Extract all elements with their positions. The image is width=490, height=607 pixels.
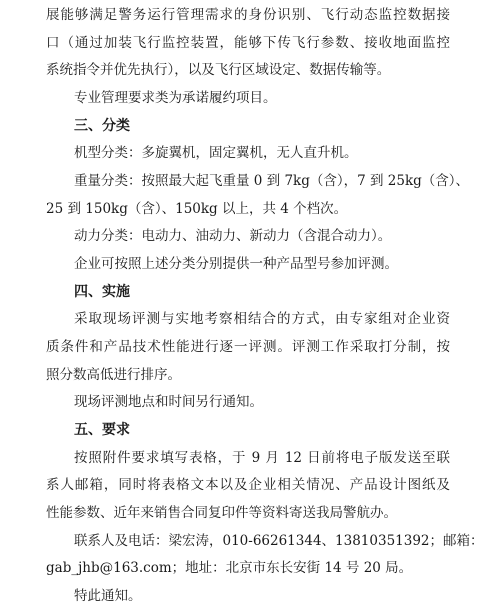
section-heading-classification: 三、分类 <box>74 118 130 134</box>
paragraph: 机型分类：多旋翼机，固定翼机，无人直升机。 <box>74 145 358 161</box>
paragraph-line: 采取现场评测与实地考察相结合的方式，由专家组对企业资 <box>74 311 450 327</box>
paragraph-line: 按照附件要求填写表格，于 9 月 12 日前将电子版发送至联 <box>74 450 450 466</box>
paragraph: 动力分类：电动力、油动力、新动力（含混合动力）。 <box>74 228 392 244</box>
paragraph: 专业管理要求类为承诺履约项目。 <box>74 90 277 106</box>
paragraph-line: 口（通过加装飞行监控装置，能够下传飞行参数、接收地面监控 <box>46 35 450 51</box>
paragraph-line: 系统指令并优先执行），以及飞行区域设定、数据传输等。 <box>46 62 391 78</box>
paragraph-line: 重量分类：按照最大起飞重量 0 到 7kg（含），7 到 25kg（含）、 <box>74 173 470 189</box>
paragraph-line: 系人邮箱，同时将表格文本以及企业相关情况、产品设计图纸及 <box>46 477 450 493</box>
paragraph-line: 性能参数、近年来销售合同复印件等资料寄送我局警航办。 <box>46 505 397 521</box>
paragraph-line: 质条件和产品技术性能进行逐一评测。评测工作采取打分制，按 <box>46 339 450 355</box>
contact-line: gab_jhb@163.com；地址：北京市东长安街 14 号 20 局。 <box>46 560 413 576</box>
contact-line: 联系人及电话：梁宏涛，010-66261344、13810351392；邮箱： <box>74 533 484 549</box>
paragraph: 企业可按照上述分类分别提供一种产品型号参加评测。 <box>74 256 398 272</box>
paragraph-line: 照分数高低进行排序。 <box>46 367 181 383</box>
closing-line: 特此通知。 <box>74 588 142 604</box>
section-heading-implementation: 四、实施 <box>74 284 130 300</box>
paragraph-line: 展能够满足警务运行管理需求的身份识别、飞行动态监控数据接 <box>46 7 450 23</box>
paragraph: 现场评测地点和时间另行通知。 <box>74 394 263 410</box>
section-heading-requirements: 五、要求 <box>74 422 130 438</box>
paragraph-line: 25 到 150kg（含）、150kg 以上，共 4 个档次。 <box>46 201 348 217</box>
